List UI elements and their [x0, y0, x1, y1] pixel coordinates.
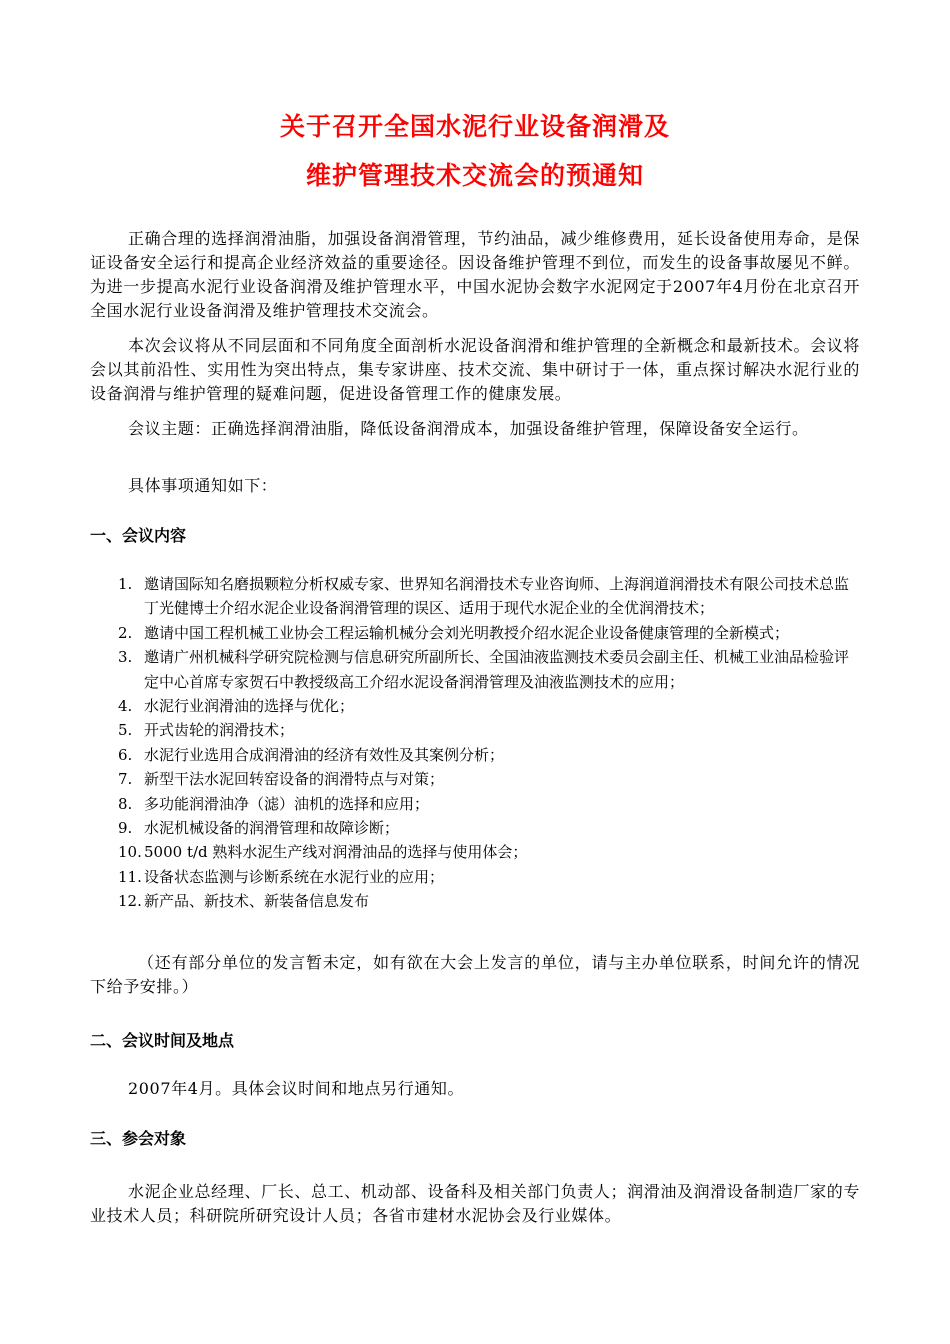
- list-item-number: 4.: [118, 697, 133, 716]
- list-item-number: 9.: [118, 819, 133, 838]
- list-item-text: 5000 t/d 熟料水泥生产线对润滑油品的选择与使用体会；: [144, 843, 528, 862]
- list-item: [118, 889, 863, 913]
- section-heading-attendees: 三、参会对象: [90, 1129, 187, 1148]
- list-item: [118, 840, 863, 864]
- list-item: [118, 792, 863, 816]
- list-item-text: 邀请中国工程机械工业协会工程运输机械分会刘光明教授介绍水泥企业设备健康管理的全新模式；: [144, 623, 790, 642]
- document-title-line-1: 关于召开全国水泥行业设备润滑及: [279, 112, 670, 141]
- meeting-time-text: 2007年4月。具体会议时间和地点另行通知。: [128, 1079, 465, 1098]
- list-item-text: 水泥行业润滑油的选择与优化；: [144, 697, 355, 716]
- list-item-text: 开式齿轮的润滑技术；: [144, 721, 295, 740]
- list-item-number: 1.: [118, 575, 133, 593]
- list-item-number: 8.: [118, 794, 133, 813]
- list-item: [118, 718, 863, 742]
- meeting-theme-paragraph: 会议主题：正确选择润滑油脂，降低设备润滑成本，加强设备维护管理，保障设备安全运行。: [128, 419, 809, 438]
- list-item-number: 6.: [118, 745, 133, 764]
- list-item-text: 新产品、新技术、新装备信息发布: [144, 892, 370, 911]
- list-item: [118, 743, 863, 767]
- list-item: [118, 694, 863, 718]
- list-item: [118, 865, 863, 889]
- list-item-text: 邀请国际知名磨损颗粒分析权威专家、世界知名润滑技术专业咨询师、上海润道润滑技术有限公司技术总监丁光健博士介绍水泥企业设备润滑管理的误区、适用于现代水泥企业的全优润滑技术；: [144, 575, 850, 618]
- list-item-text: 水泥机械设备的润滑管理和故障诊断；: [144, 819, 400, 838]
- list-item: [118, 572, 863, 621]
- document-title-line-2: 维护管理技术交流会的预通知: [305, 161, 644, 190]
- intro-paragraph-1: 正确合理的选择润滑油脂，加强设备润滑管理，节约油品，减少维修费用，延长设备使用寿命，是保证设备安全运行和提高企业经济效益的重要途径。因设备维护管理不到位，而发生的设备事故屡见不鲜。为进一步提高水泥行业设备润滑及维护管理水平，中国水泥协会数字水泥网定于2007年4月份在北京召开全国水泥行业设备润滑及维护管理技术交流会。: [90, 229, 860, 320]
- list-item-number: 10.: [118, 843, 142, 862]
- list-item: [118, 621, 863, 645]
- list-item-number: 11.: [118, 867, 142, 886]
- list-item-number: 7.: [118, 770, 133, 789]
- list-item-number: 5.: [118, 721, 133, 740]
- speaker-note-paragraph: （还有部分单位的发言暂未定，如有欲在大会上发言的单位，请与主办单位联系，时间允许的情况下给予安排。）: [90, 953, 860, 996]
- section-heading-meeting-content: 一、会议内容: [90, 526, 187, 545]
- list-item-text: 新型干法水泥回转窑设备的润滑特点与对策；: [144, 770, 445, 789]
- list-item-number: 12.: [118, 892, 142, 911]
- notice-lead-paragraph: 具体事项通知如下：: [128, 476, 278, 495]
- attendees-paragraph: 水泥企业总经理、厂长、总工、机动部、设备科及相关部门负责人；润滑油及润滑设备制造厂家的专业技术人员；科研院所研究设计人员；各省市建材水泥协会及行业媒体。: [90, 1182, 860, 1225]
- list-item: [118, 767, 863, 791]
- list-item-text: 水泥行业选用合成润滑油的经济有效性及其案例分析；: [144, 745, 505, 764]
- list-item: [118, 645, 863, 694]
- intro-paragraph-2: 本次会议将从不同层面和不同角度全面剖析水泥设备润滑和维护管理的全新概念和最新技术。会议将会以其前沿性、实用性为突出特点，集专家讲座、技术交流、集中研讨于一体，重点探讨解决水泥行业的设备润滑与维护管理的疑难问题，促进设备管理工作的健康发展。: [90, 336, 860, 403]
- list-item-number: 3.: [118, 648, 133, 667]
- section-heading-time-and-place: 二、会议时间及地点: [90, 1031, 235, 1050]
- list-item-text: 设备状态监测与诊断系统在水泥行业的应用；: [144, 867, 445, 886]
- list-item-text: 邀请广州机械科学研究院检测与信息研究所副所长、全国油液监测技术委员会副主任、机械工业油品检验评定中心首席专家贺石中教授级高工介绍水泥设备润滑管理及油液监测技术的应用；: [144, 648, 850, 691]
- list-item-number: 2.: [118, 623, 133, 642]
- list-item: [118, 816, 863, 840]
- list-item-text: 多功能润滑油净（滤）油机的选择和应用；: [144, 794, 430, 813]
- meeting-content-list: [118, 572, 863, 914]
